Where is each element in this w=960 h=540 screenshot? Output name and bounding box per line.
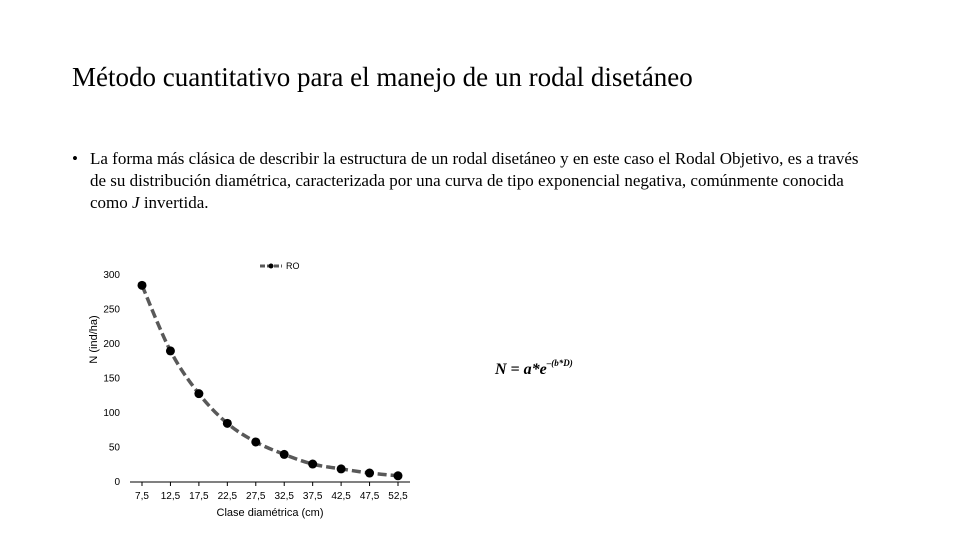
- x-tick-label: 27,5: [246, 491, 266, 502]
- data-point: [251, 437, 260, 446]
- data-point: [194, 389, 203, 398]
- x-tick-label: 7,5: [135, 491, 149, 502]
- bullet-text-italic: J: [132, 193, 140, 212]
- y-axis-title: N (ind/ha): [88, 315, 100, 364]
- bullet-text-end: invertida.: [139, 193, 209, 212]
- y-tick-label: 50: [108, 442, 120, 454]
- data-point: [166, 346, 175, 355]
- x-tick-label: 47,5: [359, 491, 380, 502]
- bullet-text-start: La forma más clásica de describir la estructura de un rodal disetáneo y en este caso el Rodal Objetivo, es a través de su distribución diamétrica, caracterizada por una curva de tipo exponencial negativa, comúnmente conocida como: [90, 149, 859, 212]
- y-tick-label: 250: [103, 304, 120, 316]
- y-tick-label: 150: [103, 373, 120, 385]
- y-tick-label: 200: [103, 339, 120, 350]
- y-tick-label: 100: [103, 408, 120, 419]
- x-tick-label: 12,5: [160, 491, 181, 502]
- data-point: [308, 460, 317, 469]
- formula-base: N = a*e: [495, 361, 547, 378]
- y-tick-label: 0: [114, 477, 120, 488]
- data-point: [337, 464, 346, 473]
- data-point: [138, 281, 147, 290]
- x-tick-label: 17,5: [189, 491, 209, 502]
- data-point: [394, 471, 403, 480]
- exponential-formula: [495, 358, 573, 379]
- series-line-ro: [142, 285, 398, 475]
- x-tick-label: 37,5: [302, 491, 323, 502]
- x-tick-label: 52,5: [388, 491, 408, 502]
- formula-exponent: –(b*D): [546, 358, 573, 368]
- y-tick-label: 300: [103, 270, 120, 281]
- data-point: [365, 469, 374, 478]
- x-axis-title: Clase diamétrica (cm): [216, 507, 324, 519]
- legend-swatch-marker: [269, 264, 274, 269]
- slide-title: Método cuantitativo para el manejo de un rodal disetáneo: [72, 62, 693, 92]
- x-tick-label: 42,5: [331, 491, 351, 502]
- x-tick-label: 32,5: [274, 491, 294, 502]
- x-tick-label: 22,5: [217, 491, 238, 502]
- data-point: [223, 419, 232, 428]
- data-point: [280, 450, 289, 459]
- bullet-marker: •: [72, 149, 78, 168]
- legend-label: RO: [286, 261, 300, 271]
